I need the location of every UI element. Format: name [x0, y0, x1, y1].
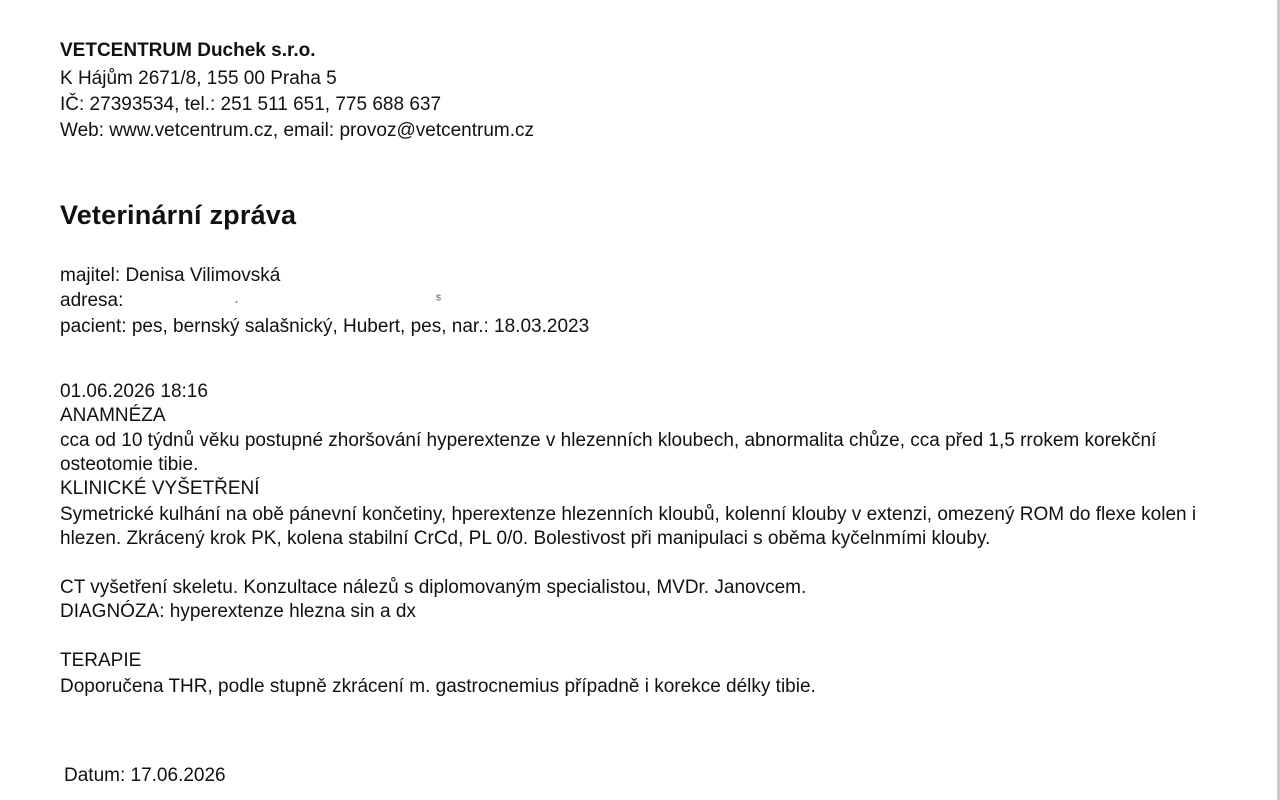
date-line: Datum: 17.06.2026	[64, 765, 226, 786]
exam-text: Symetrické kulhání na obě pánevní končetiny, hperextenze hlezenních kloubů, kolenní klouby v extenzi, omezený ROM do flexe kolen i hlezen. Zkrácený krok PK, kolena stabilní CrCd, PL 0/0. Bolestivost při manipulaci s oběma kyčelnmími klouby.	[60, 504, 1197, 549]
redaction-mark-right: ˢ	[436, 291, 442, 308]
anamnesis-heading: ANAMNÉZA	[60, 405, 166, 426]
clinic-web: Web: www.vetcentrum.cz, email: provoz@vetcentrum.cz	[60, 120, 535, 141]
clinic-ids: IČ: 27393534, tel.: 251 511 651, 775 688 637	[60, 94, 442, 115]
patient-line: pacient: pes, bernský salašnický, Hubert, pes, nar.: 18.03.2023	[60, 316, 590, 337]
anamnesis-text: cca od 10 týdnů věku postupné zhoršování hyperextenze v hlezenních kloubech, abnormalita chůze, cca před 1,5 rrokem korekční osteotomie tibie.	[60, 430, 1157, 475]
address-label: adresa:	[60, 290, 124, 311]
exam-heading: KLINICKÉ VYŠETŘENÍ	[60, 478, 260, 499]
therapy-heading: TERAPIE	[60, 650, 142, 671]
redaction-mark-left: ·	[234, 293, 239, 310]
clinic-address: K Hájům 2671/8, 155 00 Praha 5	[60, 68, 337, 89]
diagnosis-line: DIAGNÓZA: hyperextenze hlezna sin a dx	[60, 601, 416, 622]
record-datetime: 01.06.2026 18:16	[60, 381, 208, 402]
clinic-name: VETCENTRUM Duchek s.r.o.	[60, 40, 316, 61]
ct-text: CT vyšetření skeletu. Konzultace nálezů s diplomovaným specialistou, MVDr. Janovcem.	[60, 577, 807, 598]
owner-line: majitel: Denisa Vilimovská	[60, 265, 281, 286]
therapy-text: Doporučena THR, podle stupně zkrácení m. gastrocnemius případně i korekce délky tibie.	[60, 676, 816, 697]
report-title: Veterinární zpráva	[60, 200, 297, 230]
